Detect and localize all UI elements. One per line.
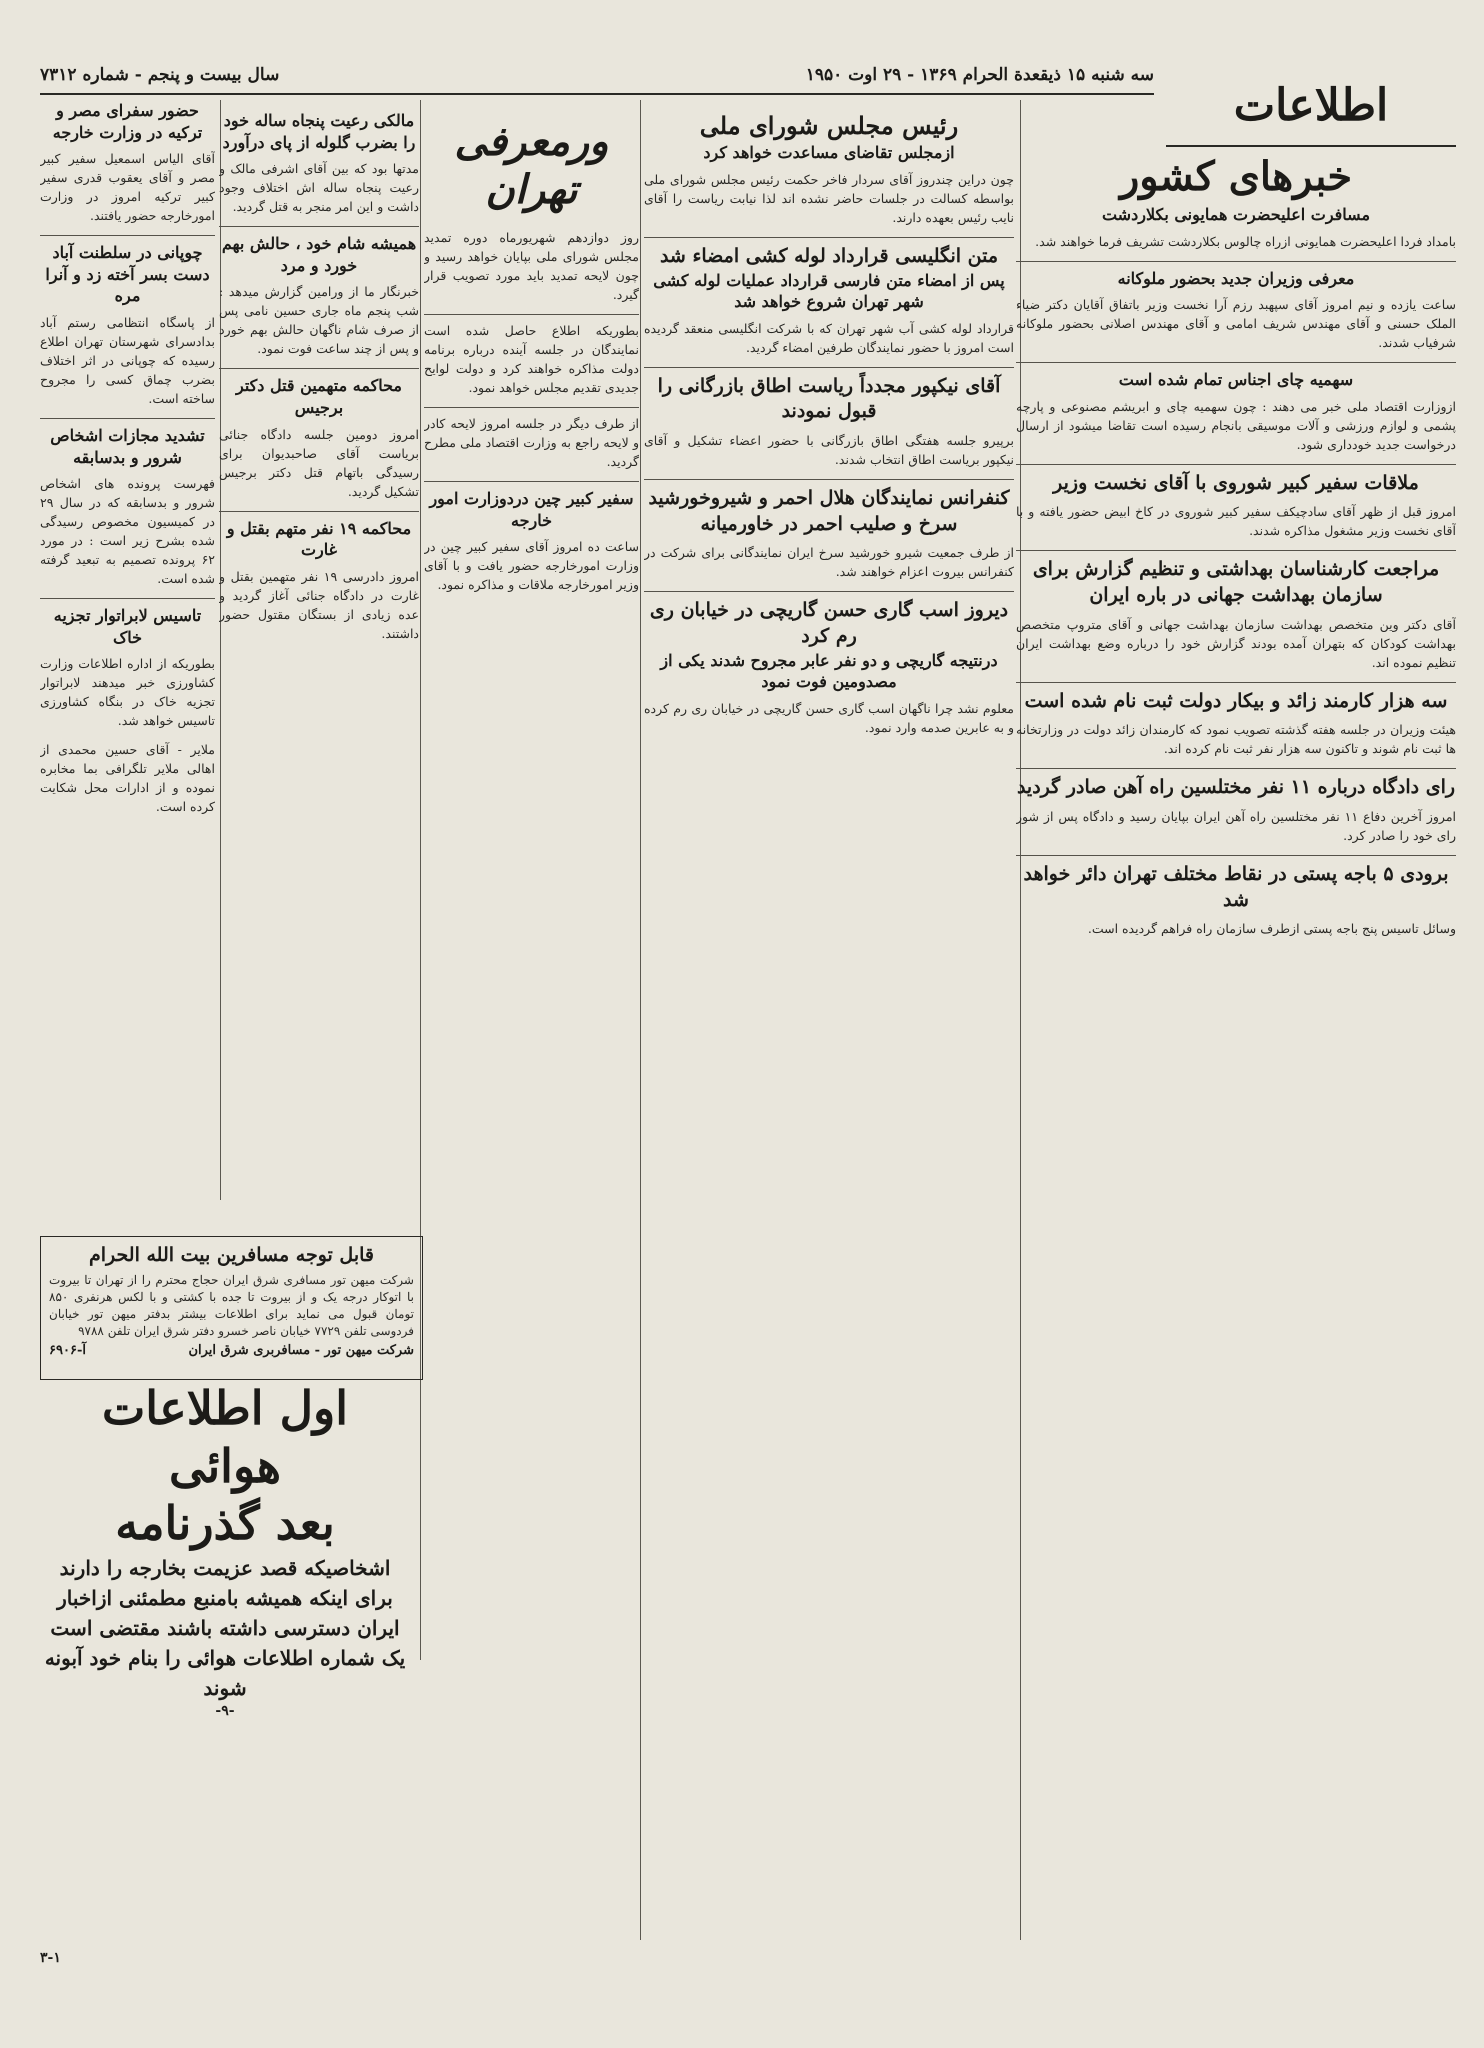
subhead: تشدید مجازات اشخاص شرور و بدسابقه [50, 425, 205, 467]
subhead: همیشه شام خود ، حالش بهم خورد و مرد [221, 234, 417, 275]
hajj-travel-ad [40, 1236, 423, 1380]
divider [644, 479, 1014, 480]
masthead-logo: اطلاعات [1233, 79, 1389, 131]
headline-parliament: رئیس مجلس شورای ملی [699, 111, 959, 140]
article-body: معلوم نشد چرا ناگهان اسب گاری حسن گاریچی در خیابان ری رم کرده و به عابرین صدمه وارد نمود. [644, 700, 1014, 735]
divider [219, 511, 419, 512]
divider [424, 407, 639, 408]
article-body: ازوزارت اقتصاد ملی خبر می دهند : چون سهمیه چای و ابریشم مصنوعی و پارچه پشمی و لوازم ورزشی و آلات موسیقی بانجام رسیده است تقاضا میشود از ارسال درخواست جدید خودداری شود. [1016, 398, 1456, 452]
divider [1016, 768, 1456, 769]
article-body: آقای دکتر وین متخصص بهداشت سازمان بهداشت جهانی و آقای متروپ متخصص بهداشت کودکان که بتهران آمده بودند گزارش خود را درباره وضع بهداشت ایران تنظیم نموده اند. [1016, 616, 1456, 670]
divider [40, 418, 215, 419]
column-misc [40, 100, 215, 1200]
subhead: پس از امضاء متن فارسی قرارداد عملیات لوله کشی شهر تهران شروع خواهد شد [653, 270, 1005, 312]
divider [219, 368, 419, 369]
article-body: امروز دادرسی ۱۹ نفر متهمین بقتل و غارت در دادگاه جنائی آغاز گردید و عده زیادی از بستگان مقتول حضور داشتند. [219, 568, 419, 641]
headline-national-news: خبرهای کشور [1119, 153, 1353, 200]
article-body: ساعت یازده و نیم امروز آقای سپهبد رزم آرا نخست وزیر باتفاق آقایان دکتر ضیاء الملک حسنی و آقای مهندس شریف امامی و آقای مهندس اصلانی بحضور ملوکانه شرفیاب شدند. [1016, 297, 1456, 351]
divider [40, 235, 215, 236]
subhead: حضور سفرای مصر و ترکیه در وزارت خارجه [52, 101, 203, 142]
dateline [40, 55, 1154, 95]
divider [219, 226, 419, 227]
column-national-news [1016, 150, 1456, 1950]
divider [1016, 362, 1456, 363]
page-number: ۳-۱ [40, 1950, 61, 1966]
subhead: مسافرت اعلیحضرت همایونی بکلاردشت [1101, 205, 1371, 224]
divider [1016, 682, 1456, 683]
subhead: سفیر کبیر چین دردوزارت امور خارجه [429, 489, 634, 530]
article-body: ساعت ده امروز آقای سفیر کبیر چین در وزارت امورخارجه حضور یافت و با آقای وزیر امورخارجه ملاقات و مذاکره نمود. [424, 539, 639, 593]
subhead: ازمجلس تقاضای مساعدت خواهد کرد [703, 143, 955, 163]
ad-headline: اول اطلاعات هوائی [101, 1381, 349, 1493]
subhead: برودی ۵ باجه پستی در نقاط مختلف تهران دائر خواهد شد [1023, 862, 1449, 911]
subhead: ملاقات سفیر کبیر شوروی با آقای نخست وزیر [1053, 471, 1419, 494]
divider [644, 367, 1014, 368]
ad-code: -۹- [215, 1702, 235, 1719]
article-body: هیئت وزیران در جلسه هفته گذشته تصویب نمود که کارمندان زائد دولت در وزارتخانه ها ثبت نام شوند و تاکنون سه هزار نفر ثبت نام کرده اند. [1016, 722, 1456, 757]
article-body: ملایر - آقای حسین محمدی از اهالی ملایر تلگرافی بما مخابره نموده و از ادارات محل شکایت کرده است. [40, 742, 215, 815]
subhead: مالکی رعیت پنجاه ساله خود را بضرب گلوله از پای درآورد [222, 111, 416, 152]
subhead: مراجعت کارشناسان بهداشتی و تنظیم گزارش برای سازمان بهداشت جهانی در باره ایران [1032, 558, 1440, 607]
airmail-edition-ad [40, 1380, 410, 1940]
issue-date: سه شنبه ۱۵ ذیقعدة الحرام ۱۳۶۹ - ۲۹ اوت ۱۹۵۰ [805, 65, 1154, 85]
ad-text: اشخاصیکه قصد عزیمت بخارجه را دارند برای اینکه همیشه بامنبع مطمئنی ازاخبار ایران دسترسی داشته باشند مقتضی است یک شماره اطلاعات هوائی را بنام خود آبونه شوند [44, 1555, 406, 1700]
ad-signature: شرکت میهن تور - مسافربری شرق ایران [188, 1342, 414, 1358]
subhead: معرفی وزیران جدید بحضور ملوکانه [1117, 268, 1355, 288]
article-body: خبرنگار ما از ورامین گزارش میدهد : شب پنجم ماه جاری حسین نامی پس از صرف شام ناگهان حالش بهم خورد و پس از چند ساعت فوت نمود. [219, 284, 419, 357]
column-parliament [644, 110, 1014, 1940]
article-body: قرارداد لوله کشی آب شهر تهران که با شرکت انگلیسی منعقد گردیده است امروز با حضور نمایندگان طرفین امضاء گردید. [644, 320, 1014, 355]
article-body: وسائل تاسیس پنج باجه پستی ازطرف سازمان راه فراهم گردیده است. [1087, 921, 1456, 937]
masthead-rule [1166, 145, 1456, 147]
divider [644, 237, 1014, 238]
divider [1016, 550, 1456, 551]
divider [40, 598, 215, 599]
article-body: از طرف دیگر در جلسه امروز لایحه کادر و لایحه راجع به وزارت اقتصاد ملی مطرح گردید. [424, 416, 639, 469]
article-body: برپیرو جلسه هفتگی اطاق بازرگانی با حضور اعضاء تشکیل و آقای نیکپور بریاست اطاق انتخاب شدند. [644, 433, 1014, 468]
subhead: کنفرانس نمایندگان هلال احمر و شیروخورشید سرخ و صلیب احمر در خاورمیانه [648, 487, 1010, 535]
article-body: امروز دومین جلسه دادگاه جنائی بریاست آقای صاحبدیوان برای رسیدگی باتهام قتل دکتر برجیس تشکیل گردید. [219, 426, 419, 499]
article-body: روز دوازدهم شهریورماه دوره تمدید مجلس شورای ملی بپایان خواهد رسید و چون لایحه تمدید باید مورد تصویب قرار گیرد. [424, 230, 639, 302]
ad-title: قابل توجه مسافرین بیت الله الحرام [89, 1244, 374, 1266]
column-rule [640, 100, 641, 1940]
article-body: بطوریکه از اداره اطلاعات وزارت کشاورزی خبر میدهند لابراتوار تجزیه خاک در بنگاه کشاورزی تاسیس خواهد شد. [40, 656, 215, 729]
article-body: از پاسگاه انتظامی رستم آباد بدادسرای شهرستان تهران اطلاع رسیده که چوپانی در اثر اختلاف بضرب چماق کسی را مجروح ساخته است. [40, 314, 215, 406]
article-body: چون دراین چندروز آقای سردار فاخر حکمت رئیس مجلس شورای ملی بواسطه کسالت در جلسات حاضر نشده اند لذا نیابت ریاست را آقای نایب رئیس بعهده دارند. [644, 171, 1014, 225]
ad-headline: بعد گذرنامه [115, 1496, 335, 1550]
subhead: متن انگلیسی قرارداد لوله کشی امضاء شد [659, 244, 999, 267]
divider [1016, 464, 1456, 465]
article-body: فهرست پرونده های اشخاص شرور و بدسابقه که در سال ۲۹ در کمیسیون مخصوص رسیدگی شده بشرح زیر است : در مورد ۶۲ پرونده تصمیم به تبعید گرفته شده است. [40, 476, 215, 587]
divider [424, 314, 639, 315]
subhead: درنتیجه گاریچی و دو نفر عابر مجروح شدند یکی از مصدومین فوت نمود [660, 650, 998, 692]
article-body: آقای الیاس اسمعیل سفیر کبیر مصر و آقای یعقوب قدری سفیر کبیر ترکیه امروز در وزارت امورخارجه حضور یافتند. [40, 151, 215, 224]
issue-number: سال بیست و پنجم - شماره ۷۳۱۲ [40, 65, 280, 85]
section-logo: ورمعرفی تهران [454, 118, 609, 213]
article-body: بامداد فردا اعلیحضرت همایونی ازراه چالوس بکلاردشت تشریف فرما خواهند شد. [1035, 233, 1456, 249]
article-body: بطوریکه اطلاع حاصل شده است نمایندگان در جلسه آینده درباره برنامه دولت مذاکره خواهند کرد و دولت لوایح جدیدی تقدیم مجلس خواهد نمود. [424, 323, 639, 395]
column-rule [420, 100, 421, 1660]
divider [1016, 855, 1456, 856]
ad-code: آ-۶۹۰۶ [49, 1342, 86, 1358]
dateline-rule [40, 93, 1154, 95]
subhead: آقای نیکپور مجدداً ریاست اطاق بازرگانی را قبول نمودند [657, 374, 1001, 423]
subhead: دیروز اسب گاری حسن گاریچی در خیابان ری رم کرد [649, 599, 1009, 648]
subhead: محاکمه متهمین قتل دکتر برجیس [236, 376, 402, 417]
article-body: امروز قبل از ظهر آقای سادچیکف سفیر کبیر شوروی در کاخ ابیض حضور یافته و با آقای نخست وزیر مشغول مذاکره شدند. [1016, 504, 1456, 539]
subhead: تاسیس لابراتوار تجزیه خاک [53, 606, 202, 647]
divider [644, 591, 1014, 592]
subhead: چوپانی در سلطنت آباد دست بسر آخته زد و آنرا مره [45, 243, 210, 306]
subhead: سهمیه چای اجناس تمام شده است [1118, 370, 1354, 390]
subhead: رای دادگاه درباره ۱۱ نفر مختلسین راه آهن صادر گردید [1016, 776, 1456, 799]
article-body: امروز آخرین دفاع ۱۱ نفر مختلسین راه آهن ایران بپایان رسید و دادگاه پس از شور رای خود را صادر کرد. [1016, 808, 1456, 843]
subhead: محاکمه ۱۹ نفر متهم بقتل و غارت [226, 518, 412, 560]
article-body: از طرف جمعیت شیرو خورشید سرخ ایران نمایندگانی برای شرکت در کنفرانس بیروت اعزام خواهند شد. [644, 545, 1014, 580]
ad-text: شرکت میهن تور مسافری شرق ایران حجاج محترم را از تهران تا بیروت با اتوکار درجه یک و از بیروت تا جده با کشتی و با لکس هرنفری ۸۵۰ تومان قبول می نماید برای اطلاعات بیشتر بدفتر میهن تور خیابان فردوسی تلفن ۷۷۲۹ خیابان ناصر خسرو دفتر شرق ایران تلفن ۹۷۸۸ [49, 1272, 414, 1338]
subhead: سه هزار کارمند زائد و بیکار دولت ثبت نام شده است [1024, 689, 1448, 712]
ad-signature-row [49, 1343, 414, 1358]
column-tehran [424, 110, 639, 1940]
article-body: مدتها بود که بین آقای اشرفی مالک و رعیت پنجاه ساله اش اختلاف وجود داشت و این امر منجر به قتل گردید. [219, 161, 419, 215]
divider [424, 481, 639, 482]
divider [1016, 261, 1456, 262]
